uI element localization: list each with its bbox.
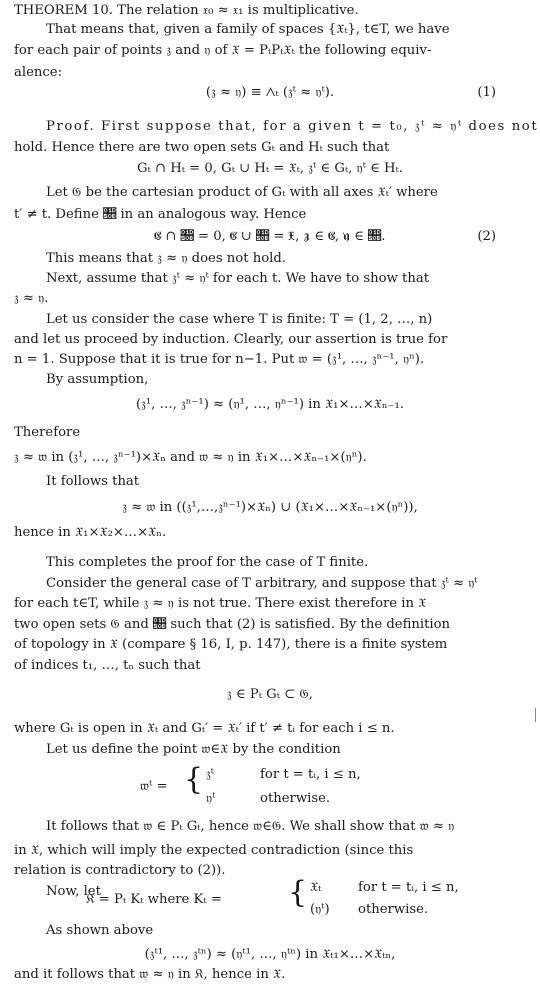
text-line: It follows that [46, 474, 140, 489]
text-line: Next, assume that 𝔷ᵗ ≈ 𝔶ᵗ for each t. We have to show that [46, 271, 429, 286]
case-row-2-cond: otherwise. [358, 902, 429, 917]
text-line: Now, let [46, 884, 101, 899]
case-lhs: 𝔎 = Pₜ Kₜ where Kₜ = [86, 892, 222, 907]
text-line: By assumption, [46, 372, 149, 387]
text-line: This completes the proof for the case of T finite. [46, 555, 369, 570]
text-line: of topology in 𝔛 (compare § 16, I, p. 147), there is a finite system [14, 637, 448, 652]
text-line: Let 𝔊 be the cartesian product of Gₜ with all axes 𝔛ₜ′ where [46, 185, 438, 200]
equation-tag-2: (2) [477, 229, 496, 244]
equation-line: 𝔷 ∈ Pₜ Gₜ ⊂ 𝔊, [227, 687, 313, 702]
case-row-2: 𝔶ᵗ [206, 791, 216, 806]
text-line: Let us consider the case where T is finite: T = (1, 2, …, n) [46, 312, 433, 327]
text-line: It follows that 𝔴 ∈ Pₜ Gₜ, hence 𝔴∈𝔊. We shall show that 𝔴 ≈ 𝔶 [46, 819, 455, 834]
case-lhs: 𝔴ᵗ = [140, 779, 168, 794]
text-line: This means that 𝔷 ≈ 𝔶 does not hold. [46, 251, 287, 266]
text-line: two open sets 𝔊 and 𝔋 such that (2) is satisfied. By the definition [14, 617, 451, 632]
equation-line: 𝔷 ≈ 𝔴 in (𝔷¹, …, 𝔷ⁿ⁻¹)×𝔛ₙ and 𝔴 ≈ 𝔶 in 𝔛₁×…×𝔛ₙ₋₁×(𝔶ⁿ). [14, 450, 367, 465]
text-line: hence in 𝔛₁×𝔛₂×…×𝔛ₙ. [14, 525, 167, 540]
case-row-1-cond: for t = tᵢ, i ≤ n, [260, 767, 361, 782]
text-line: That means that, given a family of spaces {𝔛ₜ}, t∈T, we have [46, 22, 450, 37]
text-line: for each pair of points 𝔷 and 𝔶 of 𝔛 = PₜPₜ𝔛ₜ the following equiv- [14, 43, 432, 58]
equation-tag-1: (1) [477, 85, 496, 100]
text-line: 𝔷 ≈ 𝔶. [14, 291, 49, 306]
text-line: As shown above [46, 923, 154, 938]
text-line: hold. Hence there are two open sets Gₜ and Hₜ such that [14, 140, 390, 155]
text-line: Let us define the point 𝔴∈𝔛 by the condition [46, 742, 341, 757]
text-line: t′ ≠ t. Define 𝔋 in an analogous way. Hence [14, 207, 307, 222]
text-line: of indices t₁, …, tₙ such that [14, 658, 201, 673]
text-line: and let us proceed by induction. Clearly, our assertion is true for [14, 332, 448, 347]
text-line: in 𝔛, which will imply the expected contradiction (since this [14, 843, 414, 858]
text-line: relation is contradictory to (2)). [14, 863, 226, 878]
equation-line: (𝔷ᵗ¹, …, 𝔷ᵗⁿ) ≈ (𝔶ᵗ¹, …, 𝔶ᵗⁿ) in 𝔛ₜ₁×…×𝔛ₜₙ, [144, 947, 396, 962]
equation-line: Gₜ ∩ Hₜ = 0, Gₜ ∪ Hₜ = 𝔛ₜ, 𝔷ᵗ ∈ Gₜ, 𝔶ᵗ ∈ Hₜ. [136, 161, 403, 176]
case-row-1: 𝔷ᵗ [206, 767, 214, 782]
text-line: where Gₜ is open in 𝔛ₜ and Gₜ′ = 𝔛ₜ′ if t′ ≠ tᵢ for each i ≤ n. [14, 721, 395, 736]
left-brace-icon: { [288, 875, 308, 910]
text-line: for each t∈T, while 𝔷 ≈ 𝔶 is not true. There exist therefore in 𝔛 [14, 596, 427, 611]
equation-1-body: (𝔷 ≈ 𝔶) ≡ ⋀ₜ (𝔷ᵗ ≈ 𝔶ᵗ). [205, 85, 335, 100]
text-line: alence: [14, 65, 63, 80]
text-line: Consider the general case of T arbitrary, and suppose that 𝔷ᵗ ≈ 𝔶ᵗ [46, 576, 478, 591]
equation-2 [0, 230, 540, 243]
equation-1 [0, 86, 540, 99]
case-row-2-cond: otherwise. [260, 791, 331, 806]
text-line: and it follows that 𝔴 ≈ 𝔶 in 𝔎, hence in 𝔛. [14, 967, 286, 982]
margin-mark [535, 708, 536, 722]
equation-2-body: 𝔊 ∩ 𝔋 = 0, 𝔊 ∪ 𝔋 = 𝔛, 𝔷 ∈ 𝔊, 𝔶 ∈ 𝔋. [154, 229, 386, 244]
text-line: Proof. First suppose that, for a given t = t₀, 𝔷ᵗ ≈ 𝔶ᵗ does not [46, 119, 539, 134]
equation-line: 𝔷 ≈ 𝔴 in ((𝔷¹,…,𝔷ⁿ⁻¹)×𝔛ₙ) ∪ (𝔛₁×…×𝔛ₙ₋₁×(𝔶ⁿ)), [122, 500, 418, 515]
case-row-1: 𝔛ₜ [310, 880, 322, 895]
left-brace-icon: { [184, 762, 204, 797]
text-line: Therefore [14, 425, 81, 440]
case-row-2: (𝔶ᵗ) [310, 902, 330, 917]
theorem-text: THEOREM 10. The relation 𝔵₀ ≈ 𝔵₁ is multiplicative. [14, 3, 359, 18]
case-row-1-cond: for t = tᵢ, i ≤ n, [358, 880, 459, 895]
text-line: n = 1. Suppose that it is true for n−1. Put 𝔴 = (𝔷¹, …, 𝔷ⁿ⁻¹, 𝔶ⁿ). [14, 352, 425, 367]
equation-line: (𝔷¹, …, 𝔷ⁿ⁻¹) ≈ (𝔶¹, …, 𝔶ⁿ⁻¹) in 𝔛₁×…×𝔛ₙ₋₁. [136, 397, 404, 412]
theorem-heading [14, 4, 514, 17]
